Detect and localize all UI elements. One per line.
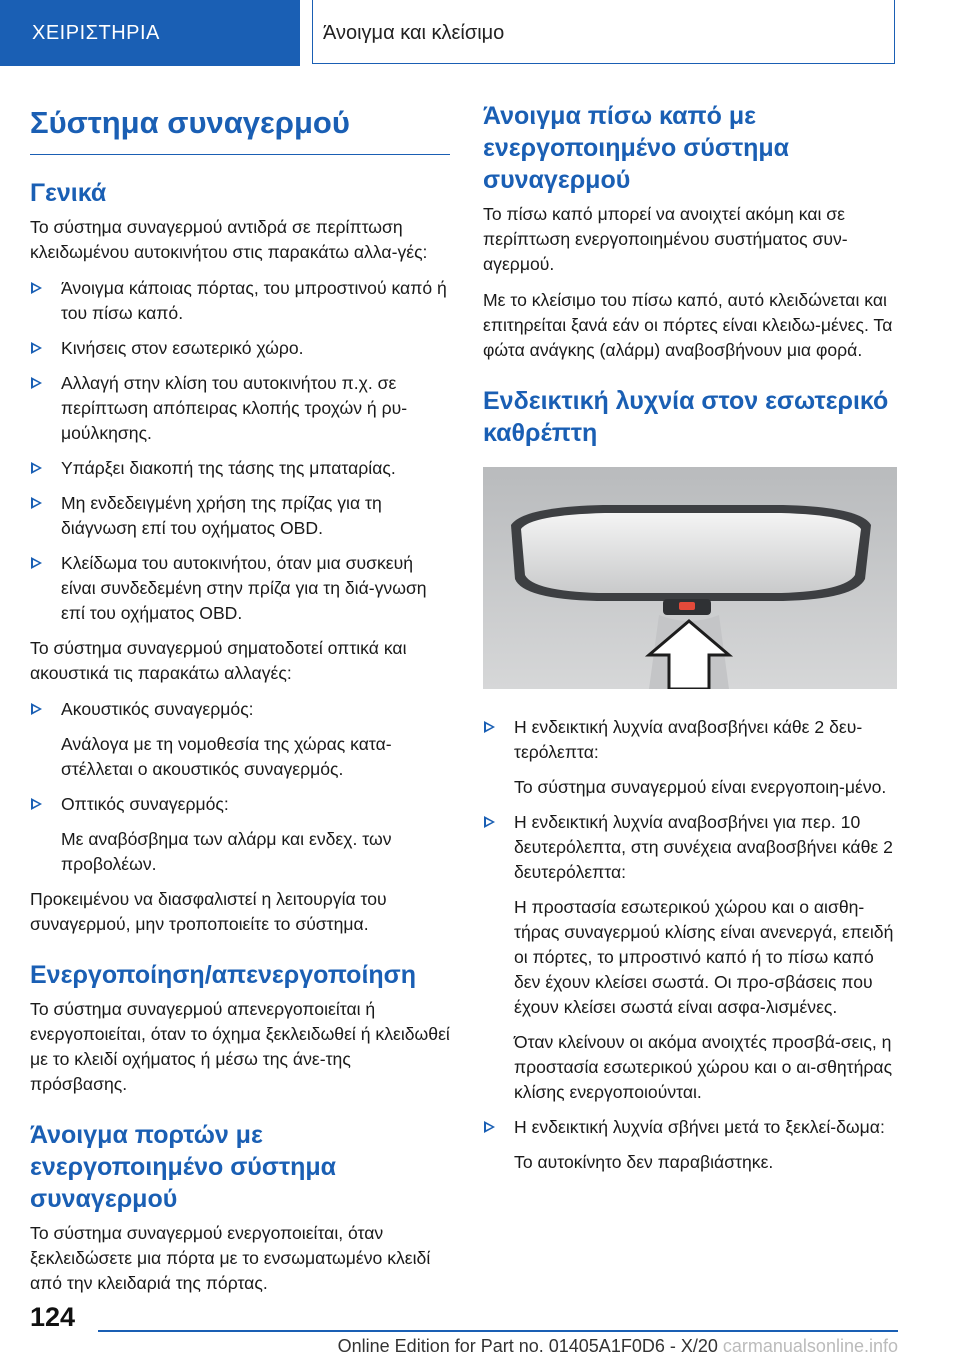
triangle-bullet-icon [31, 342, 42, 354]
triangle-bullet-icon [31, 798, 42, 810]
page-number: 124 [30, 1302, 76, 1332]
list-item: Αλλαγή στην κλίση του αυτοκινήτου π.χ. σε περίπτωση απόπειρας κλοπής τροχών ή ρυ-μούλκησης. [30, 371, 450, 446]
section-tab: ΧΕΙΡΙΣΤΗΡΙΑ [0, 0, 300, 66]
general-heading: Γενικά [30, 179, 107, 207]
list-item: Κλείδωμα του αυτοκινήτου, όταν μια συσκευή είναι συνδεδεμένη στην πρίζα για τη διά-γνωση επί του οχήματος OBD. [30, 551, 450, 626]
footer-edition: Online Edition for Part no. 01405A1F0D6 - X/20 carmanualsonline.info [337, 1336, 898, 1356]
list-item: Μη ενδεδειγμένη χρήση της πρίζας για τη διάγνωση επί του οχήματος OBD. [30, 491, 450, 541]
list-item: Ακουστικός συναγερμός: Ανάλογα με τη νομοθεσία της χώρας κατα-στέλλεται ο ακουστικός συναγερμός. [30, 697, 450, 782]
triangle-bullet-icon [31, 282, 42, 294]
signal-intro: Το σύστημα συναγερμού σηματοδοτεί οπτικά και ακουστικά τις παρακάτω αλλαγές: [30, 638, 407, 683]
list-item: Η ενδεικτική λυχνία αναβοσβήνει κάθε 2 δευ-τερόλεπτα: Το σύστημα συναγερμού είναι ενεργοποιη-μένο. [483, 715, 897, 800]
indicator-heading: Ενδεικτική λυχνία στον εσωτερικό καθρέπτη [483, 387, 889, 447]
left-column [30, 96, 450, 1307]
triangle-bullet-icon [31, 703, 42, 715]
triangle-bullet-icon [31, 557, 42, 569]
tailgate-heading: Άνοιγμα πίσω καπό με ενεργοποιημένο σύστημα συναγερμού [483, 102, 790, 194]
triangle-bullet-icon [484, 721, 495, 733]
chapter-title: Άνοιγμα και κλείσιμο [323, 22, 505, 44]
indicator-list [483, 715, 897, 1175]
doors-text: Το σύστημα συναγερμού ενεργοποιείται, όταν ξεκλειδώσετε μια πόρτα με το ενσωματωμένο κλειδί από την κλειδαριά της πόρτας. [30, 1223, 431, 1293]
general-intro: Το σύστημα συναγερμού αντιδρά σε περίπτωση κλειδωμένου αυτοκινήτου στις παρακάτω αλλα-γές: [30, 217, 428, 262]
list-item: Οπτικός συναγερμός: Με αναβόσβημα των αλάρμ και ενδεχ. των προβολέων. [30, 792, 450, 877]
triangle-bullet-icon [484, 1121, 495, 1133]
triangle-bullet-icon [484, 816, 495, 828]
list-item: Η ενδεικτική λυχνία αναβοσβήνει για περ. 10 δευτερόλεπτα, στη συνέχεια αναβοσβήνει κάθε 2 δευτερόλεπτα: Η προστασία εσωτερικού χώρου και ο αισθη-τήρας συναγερμού κλίσης είναι ανενεργά, επειδή οι πόρτες, το μπροστινό καπό ή το πίσω καπό δεν έχουν κλείσει σωστά. Οι προ-σβάσεις που έχουν κλείσει σωστά είναι ασφα-λισμένες. Όταν κλείνουν οι ακόμα ανοιχτές προσβά-σεις, η προστασία εσωτερικού χώρου και ο αι-σθητήρας κλίσης ενεργοποιούνται. [483, 810, 897, 1105]
triangle-bullet-icon [31, 462, 42, 474]
activation-text: Το σύστημα συναγερμού απενεργοποιείται ή ενεργοποιείται, όταν το όχημα ξεκλειδωθεί ή κλειδωθεί με το κλειδί οχήματος ή μέσω της άνε-της πρόσβασης. [30, 999, 450, 1094]
list-item: Η ενδεικτική λυχνία σβήνει μετά το ξεκλεί-δωμα: Το αυτοκίνητο δεν παραβιάστηκε. [483, 1115, 897, 1175]
watermark: carmanualsonline.info [722, 1336, 898, 1356]
list-item: Κινήσεις στον εσωτερικό χώρο. [30, 336, 450, 361]
main-heading: Σύστημα συναγερμού [30, 104, 450, 155]
doors-heading: Άνοιγμα πορτών με ενεργοποιημένο σύστημα συναγερμού [30, 1121, 337, 1213]
trigger-list [30, 276, 450, 626]
tailgate-text-2: Με το κλείσιμο του πίσω καπό, αυτό κλειδώνεται και επιτηρείται ξανά εάν οι πόρτες είναι κλειδω-μένες. Τα φώτα ανάγκης (αλάρμ) αναβοσβήνουν μια φορά. [483, 290, 893, 360]
tailgate-text-1: Το πίσω καπό μπορεί να ανοιχτεί ακόμη και σε περίπτωση ενεργοποιημένου συστήματος συν-αγερμού. [483, 204, 848, 274]
general-closing: Προκειμένου να διασφαλιστεί η λειτουργία του συναγερμού, μην τροποποιείτε το σύστημα. [30, 889, 387, 934]
list-item: Άνοιγμα κάποιας πόρτας, του μπροστινού καπό ή του πίσω καπό. [30, 276, 450, 326]
triangle-bullet-icon [31, 497, 42, 509]
mirror-arrow-illustration [483, 467, 897, 689]
footer-divider [98, 1330, 898, 1332]
list-item: Υπάρξει διακοπή της τάσης της μπαταρίας. [30, 456, 450, 481]
triangle-bullet-icon [31, 377, 42, 389]
signal-list [30, 697, 450, 877]
activation-heading: Ενεργοποίηση/απενεργοποίηση [30, 961, 417, 989]
right-column [483, 96, 897, 1185]
